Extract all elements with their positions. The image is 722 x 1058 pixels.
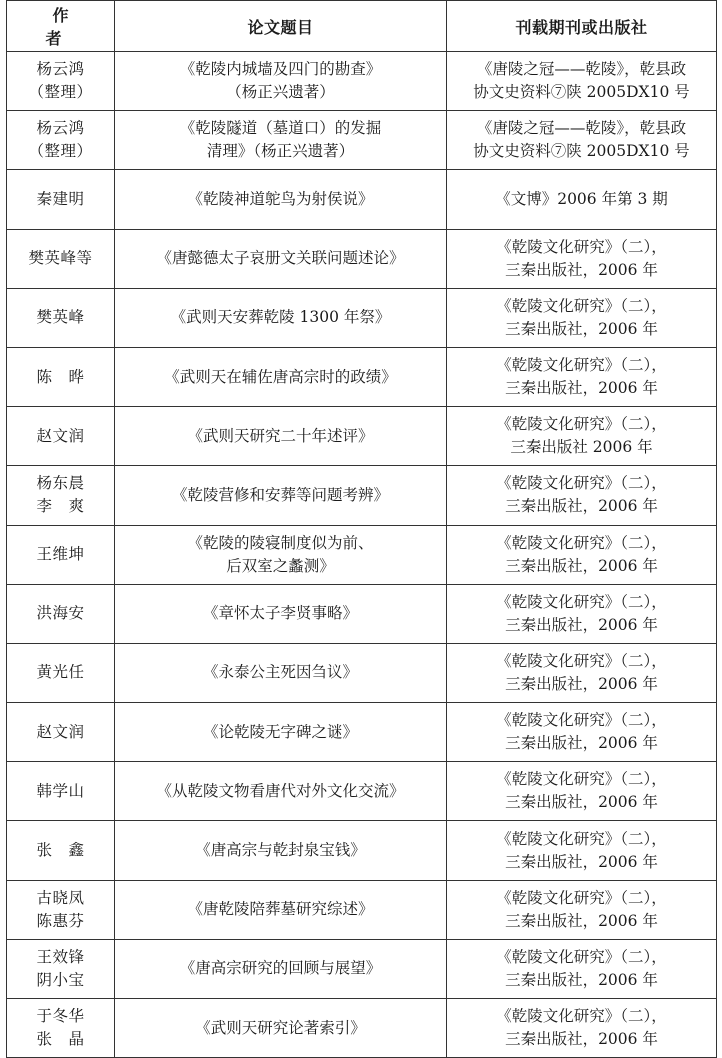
source-line: 三秦出版社，2006 年	[505, 852, 658, 871]
author-line: 韩学山	[36, 781, 85, 800]
source-line: 《乾陵文化研究》（二），	[496, 888, 667, 907]
title-cell	[115, 703, 447, 762]
source-line: 三秦出版社，2006 年	[505, 615, 658, 634]
author-cell	[7, 347, 115, 406]
table-row	[7, 939, 717, 998]
table-row	[7, 407, 717, 466]
source-cell	[447, 821, 717, 880]
author-line: 樊英峰等	[28, 249, 93, 268]
source-line: 三秦出版社 2006 年	[510, 438, 653, 457]
author-line: 王效锋	[36, 947, 85, 966]
author-line: 黄光任	[36, 663, 85, 682]
author-cell	[7, 703, 115, 762]
author-cell	[7, 111, 115, 170]
title-line: 《乾陵的陵寝制度似为前、	[187, 533, 374, 552]
source-cell	[447, 347, 717, 406]
author-cell	[7, 407, 115, 466]
title-cell	[115, 52, 447, 111]
title-cell	[115, 821, 447, 880]
source-cell	[447, 52, 717, 111]
table-row	[7, 999, 717, 1058]
table-body	[7, 52, 717, 1058]
title-line: 《武则天安葬乾陵 1300 年祭》	[170, 308, 391, 327]
title-line: 《从乾陵文物看唐代对外文化交流》	[156, 781, 405, 800]
source-line: 《乾陵文化研究》（二），	[496, 415, 667, 434]
author-line: 秦建明	[36, 189, 85, 208]
author-cell	[7, 821, 115, 880]
title-line: 《唐乾陵陪葬墓研究综述》	[187, 900, 374, 919]
table-row	[7, 880, 717, 939]
author-line: 陈 晔	[36, 367, 85, 386]
source-line: 《乾陵文化研究》（二），	[496, 592, 667, 611]
title-cell	[115, 229, 447, 288]
author-line: 陈惠芬	[36, 911, 85, 930]
author-cell	[7, 643, 115, 702]
author-line: 于冬华	[36, 1007, 85, 1026]
author-cell	[7, 999, 115, 1058]
title-line: 《武则天研究论著索引》	[195, 1018, 366, 1037]
source-line: 协文史资料⑦陕 2005DX10 号	[473, 142, 690, 161]
author-line: 赵文润	[36, 722, 85, 741]
title-line: 《乾陵营修和安葬等问题考辨》	[171, 485, 389, 504]
source-cell	[447, 170, 717, 229]
title-cell	[115, 643, 447, 702]
source-cell	[447, 999, 717, 1058]
source-line: 《乾陵文化研究》（二），	[496, 533, 667, 552]
title-line: 《乾陵隧道（墓道口）的发掘	[179, 119, 382, 138]
source-line: 三秦出版社，2006 年	[505, 319, 658, 338]
source-cell	[447, 525, 717, 584]
title-line: （杨正兴遗著）	[226, 83, 335, 102]
source-line: 三秦出版社，2006 年	[505, 556, 658, 575]
source-line: 《乾陵文化研究》（二），	[496, 474, 667, 493]
author-line: 樊英峰	[36, 308, 85, 327]
table-row	[7, 466, 717, 525]
author-line: 杨云鸿	[36, 60, 85, 79]
title-cell	[115, 762, 447, 821]
source-line: 《乾陵文化研究》（二），	[496, 770, 667, 789]
table-row	[7, 525, 717, 584]
author-cell	[7, 52, 115, 111]
title-cell	[115, 111, 447, 170]
source-line: 三秦出版社，2006 年	[505, 793, 658, 812]
table-row	[7, 229, 717, 288]
author-line: 阴小宝	[36, 970, 85, 989]
author-cell	[7, 288, 115, 347]
header-row	[7, 1, 717, 52]
header-title: 论文题目	[115, 1, 447, 52]
source-cell	[447, 939, 717, 998]
source-line: 《文博》2006 年第 3 期	[495, 189, 668, 208]
author-cell	[7, 584, 115, 643]
source-line: 三秦出版社，2006 年	[505, 734, 658, 753]
table-row	[7, 347, 717, 406]
source-line: 《乾陵文化研究》（二），	[496, 1007, 667, 1026]
title-line: 《唐懿德太子哀册文关联问题述论》	[156, 249, 405, 268]
table-row	[7, 703, 717, 762]
author-cell	[7, 229, 115, 288]
title-line: 《论乾陵无字碑之谜》	[202, 722, 358, 741]
table-row	[7, 821, 717, 880]
source-line: 《唐陵之冠——乾陵》，乾县政	[476, 119, 687, 138]
table-row	[7, 111, 717, 170]
source-line: 三秦出版社，2006 年	[505, 260, 658, 279]
source-cell	[447, 703, 717, 762]
source-cell	[447, 288, 717, 347]
source-cell	[447, 111, 717, 170]
author-line: 杨东晨	[36, 474, 85, 493]
title-cell	[115, 999, 447, 1058]
header-author: 作 者	[7, 1, 115, 52]
author-line: 张 鑫	[36, 841, 85, 860]
title-line: 《章怀太子李贤事略》	[202, 604, 358, 623]
author-cell	[7, 170, 115, 229]
source-line: 《乾陵文化研究》（二），	[496, 237, 667, 256]
source-cell	[447, 466, 717, 525]
title-cell	[115, 466, 447, 525]
author-cell	[7, 466, 115, 525]
title-cell	[115, 939, 447, 998]
source-line: 协文史资料⑦陕 2005DX10 号	[473, 83, 690, 102]
author-line: 洪海安	[36, 604, 85, 623]
source-line: 《乾陵文化研究》（二），	[496, 947, 667, 966]
source-line: 三秦出版社，2006 年	[505, 674, 658, 693]
table-row	[7, 584, 717, 643]
table-row	[7, 170, 717, 229]
title-line: 《永泰公主死因刍议》	[202, 663, 358, 682]
author-cell	[7, 939, 115, 998]
title-line: 《唐高宗研究的回顾与展望》	[179, 959, 382, 978]
source-line: 《乾陵文化研究》（二），	[496, 356, 667, 375]
author-line: （整理）	[28, 142, 93, 161]
source-line: 《乾陵文化研究》（二），	[496, 651, 667, 670]
source-line: 《乾陵文化研究》（二），	[496, 711, 667, 730]
source-line: 三秦出版社，2006 年	[505, 1030, 658, 1049]
author-cell	[7, 762, 115, 821]
title-line: 《乾陵神道鸵鸟为射侯说》	[187, 189, 374, 208]
source-cell	[447, 643, 717, 702]
title-cell	[115, 525, 447, 584]
source-line: 《唐陵之冠——乾陵》，乾县政	[476, 60, 687, 79]
author-line: 张 晶	[36, 1030, 85, 1049]
author-line: 古晓凤	[36, 888, 85, 907]
title-line: 《乾陵内城墙及四门的勘查》	[179, 60, 382, 79]
title-cell	[115, 170, 447, 229]
author-line: （整理）	[28, 83, 93, 102]
source-cell	[447, 880, 717, 939]
title-line: 后双室之蠡测》	[226, 556, 335, 575]
source-line: 三秦出版社，2006 年	[505, 379, 658, 398]
source-cell	[447, 229, 717, 288]
table-row	[7, 643, 717, 702]
author-line: 李 爽	[36, 497, 85, 516]
title-line: 《唐高宗与乾封泉宝钱》	[195, 841, 366, 860]
title-line: 清理》（杨正兴遗著）	[206, 142, 355, 161]
source-line: 三秦出版社，2006 年	[505, 911, 658, 930]
source-line: 《乾陵文化研究》（二），	[496, 296, 667, 315]
table-row	[7, 288, 717, 347]
author-line: 杨云鸿	[36, 119, 85, 138]
table-header	[7, 1, 717, 52]
title-cell	[115, 288, 447, 347]
author-line: 赵文润	[36, 426, 85, 445]
source-line: 三秦出版社，2006 年	[505, 970, 658, 989]
author-cell	[7, 525, 115, 584]
source-cell	[447, 407, 717, 466]
title-cell	[115, 880, 447, 939]
title-line: 《武则天研究二十年述评》	[187, 426, 374, 445]
author-cell	[7, 880, 115, 939]
header-source: 刊载期刊或出版社	[447, 1, 717, 52]
source-cell	[447, 762, 717, 821]
table-row	[7, 52, 717, 111]
source-line: 《乾陵文化研究》（二），	[496, 829, 667, 848]
author-line: 王维坤	[36, 545, 85, 564]
bibliography-table	[6, 0, 717, 1058]
source-line: 三秦出版社，2006 年	[505, 497, 658, 516]
title-line: 《武则天在辅佐唐高宗时的政绩》	[164, 367, 397, 386]
source-cell	[447, 584, 717, 643]
table-row	[7, 762, 717, 821]
title-cell	[115, 347, 447, 406]
title-cell	[115, 407, 447, 466]
title-cell	[115, 584, 447, 643]
